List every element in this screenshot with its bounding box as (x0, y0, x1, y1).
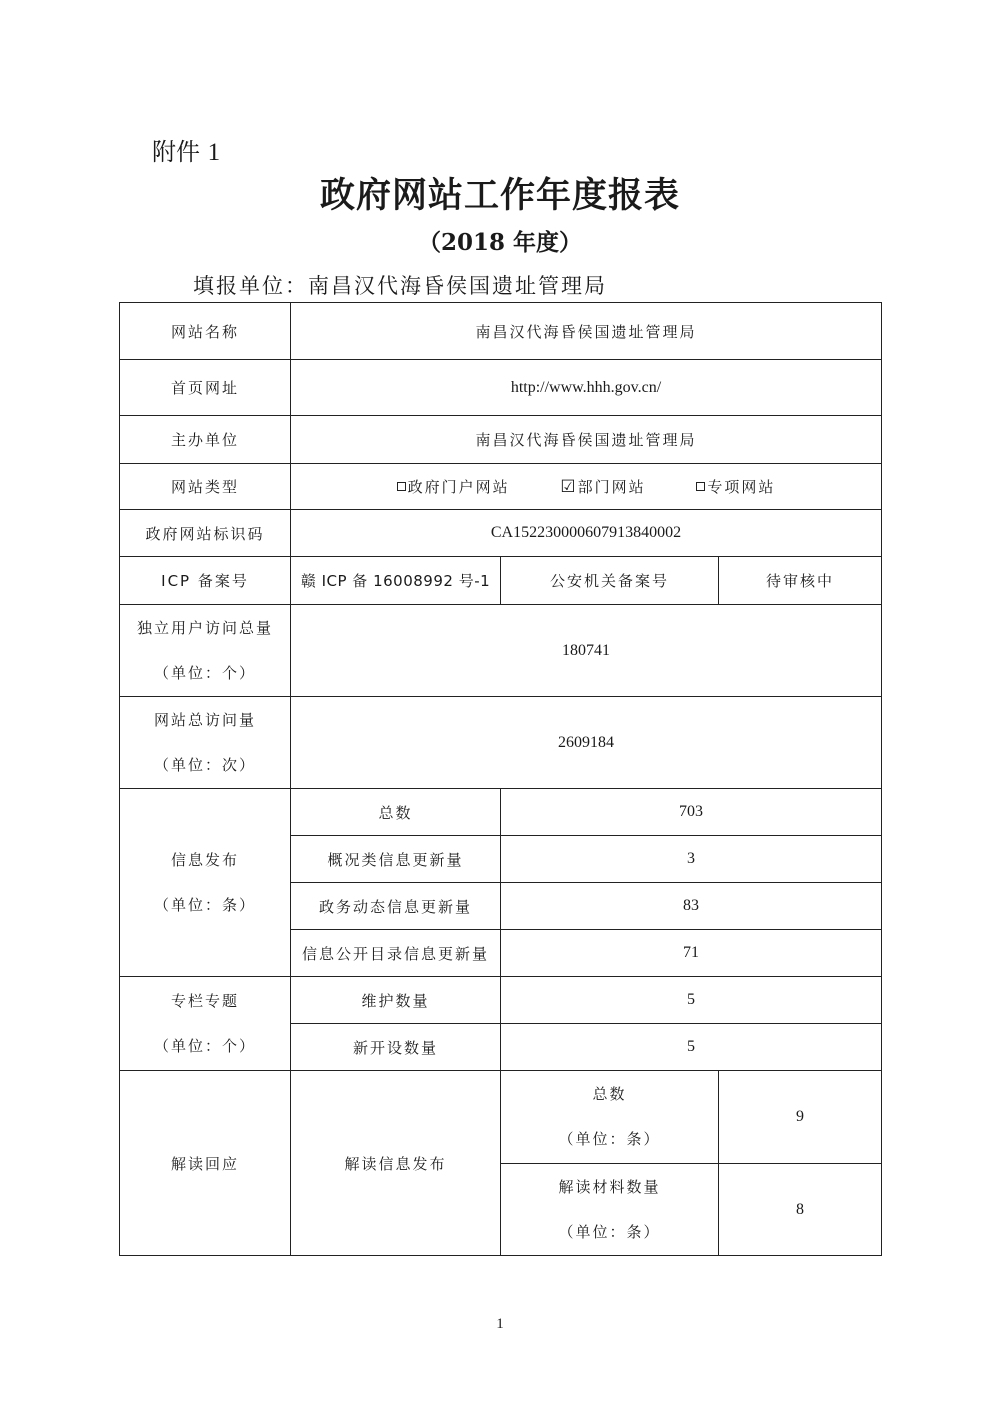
row-interpretation-total (120, 1071, 882, 1164)
icp-label: ICP 备案号 (120, 557, 291, 605)
columns-item-value: 5 (501, 1024, 882, 1071)
police-record-value: 待审核中 (719, 557, 882, 605)
checked-box-icon: ☑ (560, 477, 578, 497)
columns-item-value: 5 (501, 977, 882, 1024)
unchecked-box-icon (696, 482, 705, 491)
page-number: 1 (496, 1316, 504, 1332)
sponsor-label: 主办单位 (120, 416, 291, 464)
unique-visitors-unit: （单位：个） (153, 663, 256, 682)
row-icp (120, 557, 882, 605)
row-total-visits (120, 697, 882, 789)
interpretation-item-label: 解读材料数量 (558, 1177, 661, 1196)
reporting-unit (193, 270, 607, 300)
info-release-item-value: 71 (501, 930, 882, 977)
police-record-label: 公安机关备案号 (501, 557, 719, 605)
info-release-item-value: 3 (501, 836, 882, 883)
unchecked-box-icon (397, 482, 406, 491)
info-release-item-label: 总数 (291, 789, 501, 836)
interpretation-item-unit: （单位：条） (558, 1130, 661, 1148)
interpretation-item-label: 总数 (592, 1085, 627, 1103)
row-site-id (120, 510, 882, 557)
sponsor-value: 南昌汉代海昏侯国遗址管理局 (291, 416, 882, 464)
unique-visitors-label: 独立用户访问总量 (136, 618, 273, 637)
site-type-option-special[interactable]: 专项网站 (696, 476, 775, 497)
row-columns-maintained (120, 977, 882, 1024)
site-type-option-portal[interactable]: 政府门户网站 (397, 476, 510, 497)
site-type-options (291, 464, 882, 510)
homepage-label: 首页网址 (120, 360, 291, 416)
attachment-number: 1 (207, 139, 221, 166)
info-release-item-value: 83 (501, 883, 882, 930)
unique-visitors-value: 180741 (291, 605, 882, 697)
site-id-value: CA152230000607913840002 (291, 510, 882, 557)
reporting-unit-label: 填报单位： (193, 274, 308, 298)
row-site-name (120, 303, 882, 360)
total-visits-value: 2609184 (291, 697, 882, 789)
info-release-item-label: 信息公开目录信息更新量 (291, 930, 501, 977)
attachment-label: 附件 1 (152, 138, 221, 166)
site-type-option-department[interactable]: ☑部门网站 (560, 477, 646, 497)
site-name-label: 网站名称 (120, 303, 291, 360)
interpretation-item-unit: （单位：条） (558, 1222, 661, 1241)
site-type-label: 网站类型 (120, 464, 291, 510)
interpretation-item-value: 8 (719, 1164, 882, 1256)
homepage-url: http://www.hhh.gov.cn/ (291, 360, 882, 416)
columns-label-cell (120, 977, 291, 1071)
reporting-unit-name: 南昌汉代海昏侯国遗址管理局 (308, 274, 607, 298)
report-year: （2018 年度） (417, 229, 583, 256)
report-title: 政府网站工作年度报表 (319, 175, 680, 216)
row-unique-visitors (120, 605, 882, 697)
interpretation-item-value: 9 (719, 1071, 882, 1164)
info-release-label-cell (120, 789, 291, 977)
interpretation-item-label-cell (501, 1071, 719, 1164)
interpretation-label: 解读回应 (120, 1071, 291, 1256)
info-release-label: 信息发布 (170, 850, 239, 869)
unique-visitors-label-cell (120, 605, 291, 697)
row-homepage (120, 360, 882, 416)
columns-item-label: 新开设数量 (291, 1024, 501, 1071)
row-sponsor (120, 416, 882, 464)
columns-label: 专栏专题 (170, 991, 239, 1010)
info-release-unit: （单位：条） (153, 895, 256, 914)
interpretation-item-label-cell (501, 1164, 719, 1256)
info-release-item-label: 政务动态信息更新量 (291, 883, 501, 930)
report-table (119, 302, 882, 1256)
info-release-item-label: 概况类信息更新量 (291, 836, 501, 883)
icp-value: 赣 ICP 备 16008992 号-1 (291, 557, 501, 605)
row-site-type (120, 464, 882, 510)
info-release-item-value: 703 (501, 789, 882, 836)
site-id-label: 政府网站标识码 (120, 510, 291, 557)
site-name-value: 南昌汉代海昏侯国遗址管理局 (291, 303, 882, 360)
total-visits-label: 网站总访问量 (153, 710, 256, 729)
interpretation-sub-label: 解读信息发布 (291, 1071, 501, 1256)
total-visits-unit: （单位：次） (153, 755, 256, 774)
columns-item-label: 维护数量 (291, 977, 501, 1024)
total-visits-label-cell (120, 697, 291, 789)
row-info-release-total (120, 789, 882, 836)
columns-unit: （单位：个） (153, 1036, 256, 1055)
